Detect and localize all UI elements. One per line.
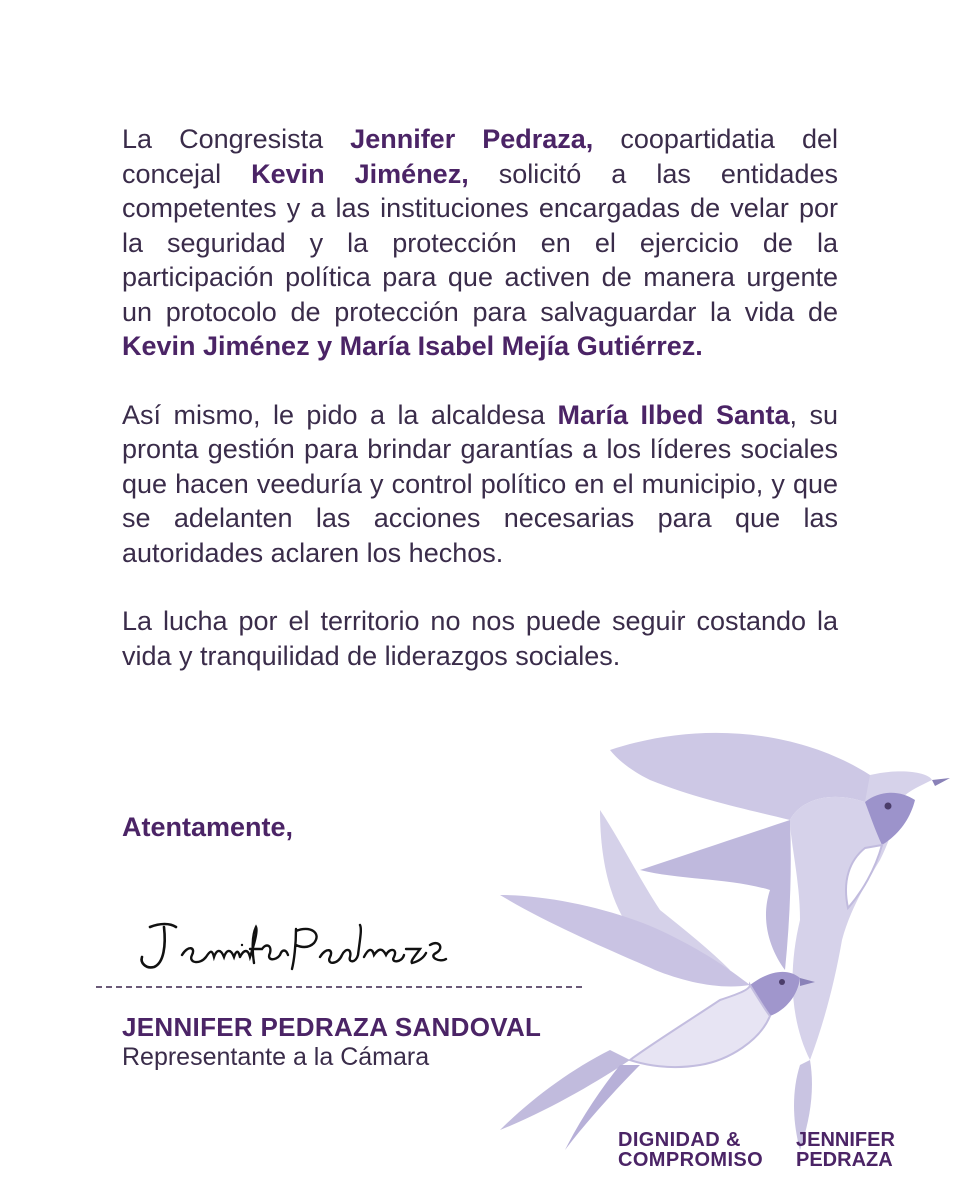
handwritten-signature — [130, 905, 450, 985]
slogan-logo — [618, 1130, 763, 1170]
signature-line — [96, 986, 582, 988]
letter-body — [122, 122, 838, 673]
swallows-illustration — [470, 720, 960, 1160]
signature-text: JenniferPedrazaS — [130, 983, 138, 984]
text-run: , su pronta gestión para brindar garantías a los líderes sociales que hacen veeduría y control político en el municipio, y que se adelanten las acciones necesarias para que las autoridades aclaren los hechos. — [122, 399, 838, 568]
text-run: coopartidatia del concejal — [122, 124, 838, 189]
highlight-name: María Ilbed Santa — [557, 399, 790, 430]
highlight-name: Jennifer Pedraza, — [350, 124, 594, 154]
slogan-line-1: DIGNIDAD & — [618, 1129, 741, 1151]
text-run: solicitó a las entidades competentes y a las instituciones encargadas de velar por la seguridad y la protección en el ejercicio de la participación política para que activen de manera urgente un protocolo de protección para salvaguardar la vida de — [122, 158, 838, 327]
signer-name: JENNIFER PEDRAZA SANDOVAL — [122, 1012, 542, 1042]
text-run: Así mismo, le pido a la alcaldesa — [122, 399, 558, 430]
brand-line-1: JENNIFER — [796, 1129, 895, 1151]
highlight-name: Kevin Jiménez y María Isabel Mejía Gutiérrez. — [122, 331, 703, 361]
text-run: La Congresista — [122, 124, 351, 154]
signer-role: Representante a la Cámara — [122, 1043, 430, 1071]
brand-logo — [796, 1130, 895, 1170]
brand-line-2: PEDRAZA — [796, 1149, 893, 1171]
highlight-name: Kevin Jiménez, — [251, 158, 469, 189]
paragraph-3: La lucha por el territorio no nos puede seguir costando la vida y tranquilidad de liderazgos sociales. — [122, 606, 838, 671]
paragraph-1 — [122, 122, 838, 364]
slogan-line-2: COMPROMISO — [618, 1149, 764, 1171]
paragraph-2 — [122, 398, 838, 571]
closing: Atentamente, — [122, 812, 294, 842]
